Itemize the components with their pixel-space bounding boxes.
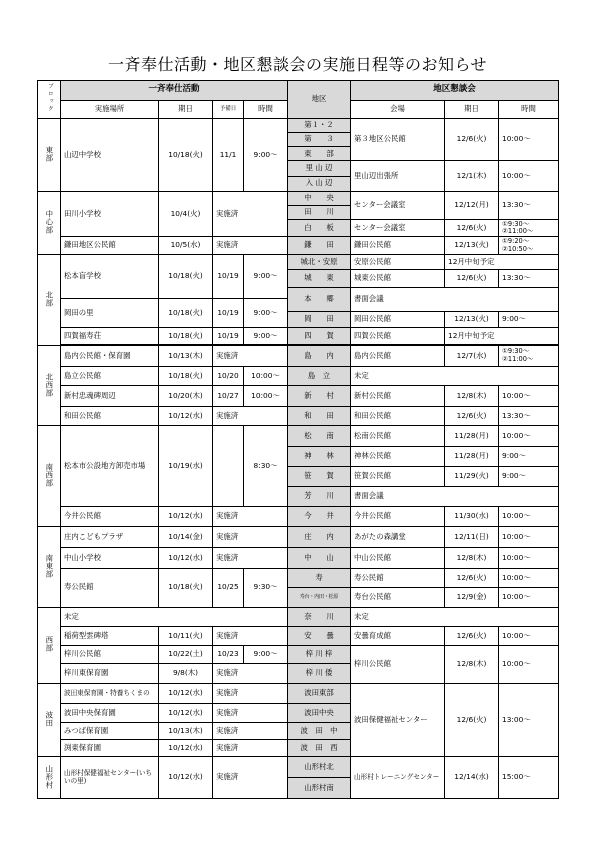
activity-rain-date: 実施済 (213, 527, 288, 548)
district-name: 城 東 (288, 270, 351, 287)
table-row (38, 757, 559, 778)
meeting-header: 地区懇談会 (351, 81, 559, 101)
meeting-date: 12/12(月) (445, 191, 499, 219)
meeting-venue: 第３地区公民館 (351, 118, 445, 160)
meeting-venue: 未定 (351, 366, 559, 386)
meeting-venue: 島内公民館 (351, 346, 445, 367)
activity-place: 島内公民館・保育園 (61, 346, 159, 367)
district-name: 白 板 (288, 219, 351, 237)
meeting-time: 9:00～ (499, 447, 559, 467)
meeting-time: 9:00～ (499, 312, 559, 327)
activity-rain-date: 実施済 (213, 627, 288, 645)
meeting-date: 12/8(木) (445, 547, 499, 568)
meeting-time: 13:30～ (499, 191, 559, 219)
district-name: 山形村南 (288, 778, 351, 799)
activity-rain-date: 10/20 (213, 366, 244, 386)
block-label: 南西部 (38, 426, 61, 527)
activity-date: 10/22(土) (159, 645, 213, 663)
block-label: 山形村 (38, 757, 61, 799)
meeting-venue: 岡田公民館 (351, 312, 445, 327)
activity-date: 10/12(水) (159, 547, 213, 568)
activity-time: 9:00～ (244, 254, 288, 298)
activity-place: 四賀福寿荘 (61, 327, 159, 344)
district-name: 新 村 (288, 386, 351, 407)
meeting-venue: 寿台公民館 (351, 588, 445, 608)
meeting-date: 11/28(月) (445, 426, 499, 447)
meeting-time: 10:00～ (499, 426, 559, 447)
meeting-date: 12/13(火) (445, 312, 499, 327)
activity-place: 鎌田地区公民館 (61, 237, 159, 255)
activity-time: 9:30～ (244, 568, 288, 607)
activity-place: 庄内こどもプラザ (61, 527, 159, 548)
table-row (38, 254, 559, 269)
meeting-time: 10:00～ (499, 118, 559, 160)
activity-date: 10/18(火) (159, 327, 213, 344)
activity-rain-date: 10/23 (213, 645, 244, 663)
activity-place: 未定 (61, 607, 288, 627)
meeting-venue: 山形村トレーニングセンター (351, 757, 445, 799)
meeting-time-header: 時間 (499, 100, 559, 118)
place-header: 実施場所 (61, 100, 159, 118)
activity-place: 波田東保育園・特養ちくまの (61, 683, 159, 704)
activity-rain-date: 実施済 (213, 406, 288, 426)
meeting-date: 12/6(火) (445, 118, 499, 160)
district-name: 波田東部 (288, 683, 351, 704)
activity-rain-date: 11/1 (213, 118, 244, 191)
meeting-venue: 書面会議 (351, 287, 559, 312)
table-row (38, 683, 559, 704)
meeting-date: 12/13(火) (445, 237, 499, 255)
meeting-date: 12月中旬予定 (445, 254, 559, 269)
activity-date: 10/18(火) (159, 568, 213, 607)
meeting-venue: あがたの森講堂 (351, 527, 445, 548)
meeting-venue: 未定 (351, 607, 559, 627)
block-header: ブロック (38, 81, 61, 119)
district-name: 寿 (288, 568, 351, 588)
meeting-date: 11/30(水) (445, 506, 499, 527)
activity-date: 10/13(木) (159, 346, 213, 367)
meeting-venue: 鎌田公民館 (351, 237, 445, 255)
meeting-time: 10:00～ (499, 627, 559, 645)
block-label: 波田 (38, 683, 61, 757)
activity-place: 梓川公民館 (61, 645, 159, 663)
activity-date: 10/11(火) (159, 627, 213, 645)
activity-date: 10/18(火) (159, 299, 213, 327)
activity-date: 10/5(水) (159, 237, 213, 255)
district-name: 城北・安原 (288, 254, 351, 269)
activity-rain-date: 実施済 (213, 722, 288, 739)
district-name: 中 央 (288, 191, 351, 205)
district-name: 島 立 (288, 366, 351, 386)
block-label: 南東部 (38, 527, 61, 607)
district-name: 安 曇 (288, 627, 351, 645)
block-label: 西部 (38, 607, 61, 683)
activity-time: 8:30～ (244, 426, 288, 506)
meeting-venue: 里山辺出張所 (351, 161, 445, 191)
time-header: 時間 (244, 100, 288, 118)
meeting-time: 10:00～ (499, 527, 559, 548)
activity-time: 9:00～ (244, 118, 288, 191)
meeting-time: 10:00～ (499, 386, 559, 407)
date-header: 期日 (159, 100, 213, 118)
meeting-date: 12/14(水) (445, 757, 499, 799)
activity-date: 10/12(水) (159, 757, 213, 799)
meeting-time: 13:30～ (499, 270, 559, 287)
district-name: 今 井 (288, 506, 351, 527)
district-name: 和 田 (288, 406, 351, 426)
activity-rain-date (213, 426, 244, 506)
district-name: 第 ３ (288, 133, 351, 147)
table-row (38, 527, 559, 548)
meeting-venue: 笹賀公民館 (351, 466, 445, 487)
district-name: 入 山 辺 (288, 176, 351, 191)
meeting-venue: 安原公民館 (351, 254, 445, 269)
activity-date: 10/13(木) (159, 722, 213, 739)
activity-place: 稲荷型雲碑塔 (61, 627, 159, 645)
meeting-time: 13:30～ (499, 406, 559, 426)
meeting-venue: 和田公民館 (351, 406, 445, 426)
meeting-time: 10:00～ (499, 161, 559, 191)
meeting-time: 9:00～ (499, 466, 559, 487)
venue-header: 会場 (351, 100, 445, 118)
meeting-venue: 城東公民館 (351, 270, 445, 287)
district-name: 神 林 (288, 447, 351, 467)
meeting-time: 10:00～ (499, 588, 559, 608)
meeting-venue: 寿公民館 (351, 568, 445, 588)
activity-rain-date: 実施済 (213, 740, 288, 757)
meeting-date: 12/7(水) (445, 346, 499, 367)
activity-rain-date: 10/19 (213, 254, 244, 298)
meeting-date: 12/8(木) (445, 386, 499, 407)
district-name: 里 山 辺 (288, 161, 351, 176)
meeting-time: 15:00～ (499, 757, 559, 799)
district-name: 四 賀 (288, 327, 351, 344)
activity-place: 渕東保育園 (61, 740, 159, 757)
meeting-venue: センター会議室 (351, 191, 445, 219)
meeting-date: 12/6(火) (445, 219, 499, 237)
district-name: 寿台・内田・松原 (288, 588, 351, 608)
meeting-time: 10:00～ (499, 506, 559, 527)
meeting-date: 11/29(火) (445, 466, 499, 487)
meeting-date: 12/11(日) (445, 527, 499, 548)
activity-rain-date: 実施済 (213, 664, 288, 684)
activity-date: 10/12(水) (159, 683, 213, 704)
meeting-date: 12/6(火) (445, 568, 499, 588)
table-row (38, 118, 559, 132)
meeting-time: 13:00～ (499, 683, 559, 757)
activity-place: 梓川東保育園 (61, 664, 159, 684)
meeting-date: 12/6(火) (445, 270, 499, 287)
activity-date: 10/18(火) (159, 366, 213, 386)
activity-date: 10/12(水) (159, 704, 213, 722)
activity-rain-date: 実施済 (213, 191, 288, 237)
meeting-venue: センター会議室 (351, 219, 445, 237)
meeting-date: 12/8(木) (445, 645, 499, 683)
activity-date: 10/12(水) (159, 506, 213, 527)
district-name: 庄 内 (288, 527, 351, 548)
meeting-time: 10:00～ (499, 645, 559, 683)
activity-place: みつば保育園 (61, 722, 159, 739)
activity-date: 10/4(火) (159, 191, 213, 237)
district-name: 田 川 (288, 205, 351, 219)
activity-time: 10:00～ (244, 366, 288, 386)
table-row (38, 607, 559, 627)
meeting-date: 12/6(火) (445, 406, 499, 426)
table-row (38, 346, 559, 367)
meeting-venue: 梓川公民館 (351, 645, 445, 683)
block-label: 北西部 (38, 346, 61, 426)
district-name: 笹 賀 (288, 466, 351, 487)
district-name: 第１・２ (288, 118, 351, 132)
meeting-venue: 神林公民館 (351, 447, 445, 467)
meeting-date: 12/9(金) (445, 588, 499, 608)
district-name: 山形村北 (288, 757, 351, 778)
activity-date: 10/12(水) (159, 406, 213, 426)
meeting-time: 10:00～ (499, 568, 559, 588)
activity-rain-date: 10/19 (213, 299, 244, 327)
meeting-date-header: 期日 (445, 100, 499, 118)
meeting-time: ①9:30～ ②11:00～ (499, 346, 559, 367)
activity-date: 10/20(木) (159, 386, 213, 407)
table-row (38, 426, 559, 447)
district-name: 波 田 西 (288, 740, 351, 757)
activity-place: 寿公民館 (61, 568, 159, 607)
rain-date-header: 予備日 (213, 100, 244, 118)
district-name: 波 田 中 (288, 722, 351, 739)
activity-time: 10:00～ (244, 386, 288, 407)
block-label: 中心部 (38, 191, 61, 254)
activity-date: 10/12(水) (159, 740, 213, 757)
meeting-time: ①9:20～ ②10:50～ (499, 237, 559, 255)
activity-rain-date: 実施済 (213, 506, 288, 527)
activity-rain-date: 実施済 (213, 704, 288, 722)
activity-place: 岡田の里 (61, 299, 159, 327)
activity-place: 和田公民館 (61, 406, 159, 426)
district-name: 奈 川 (288, 607, 351, 627)
meeting-venue: 四賀公民館 (351, 327, 445, 344)
schedule-table (37, 80, 559, 799)
activity-date: 10/18(火) (159, 118, 213, 191)
meeting-venue: 書面会議 (351, 487, 559, 507)
activity-time: 9:00～ (244, 327, 288, 344)
meeting-date: 12月中旬予定 (445, 327, 559, 344)
activity-place: 波田中央保育園 (61, 704, 159, 722)
activity-date: 10/14(金) (159, 527, 213, 548)
district-name: 岡 田 (288, 312, 351, 327)
activity-rain-date: 10/25 (213, 568, 244, 607)
district-name: 梓 川 梓 (288, 645, 351, 663)
meeting-time: 10:00～ (499, 547, 559, 568)
activity-header: 一斉奉仕活動 (61, 81, 288, 101)
district-name: 本 郷 (288, 287, 351, 312)
meeting-date: 12/1(木) (445, 161, 499, 191)
district-name: 鎌 田 (288, 237, 351, 255)
meeting-venue: 中山公民館 (351, 547, 445, 568)
activity-place: 今井公民館 (61, 506, 159, 527)
activity-rain-date: 実施済 (213, 346, 288, 367)
activity-place: 松本市公設地方卸売市場 (61, 426, 159, 506)
meeting-venue: 今井公民館 (351, 506, 445, 527)
district-name: 東 部 (288, 147, 351, 161)
district-name: 波田中央 (288, 704, 351, 722)
activity-rain-date: 実施済 (213, 547, 288, 568)
activity-rain-date: 10/27 (213, 386, 244, 407)
district-name: 島 内 (288, 346, 351, 367)
page-title: 一斉奉仕活動・地区懇談会の実施日程等のお知らせ (107, 55, 488, 74)
activity-rain-date: 実施済 (213, 683, 288, 704)
activity-date: 10/19(水) (159, 426, 213, 506)
table-row (38, 191, 559, 205)
activity-time: 9:00～ (244, 645, 288, 663)
meeting-time: ①9:30～ ②11:00～ (499, 219, 559, 237)
meeting-venue: 松南公民館 (351, 426, 445, 447)
meeting-venue: 新村公民館 (351, 386, 445, 407)
meeting-date: 12/6(火) (445, 627, 499, 645)
district-name: 梓 川 倭 (288, 664, 351, 684)
meeting-date: 12/6(火) (445, 683, 499, 757)
activity-place: 山辺中学校 (61, 118, 159, 191)
activity-date: 10/18(火) (159, 254, 213, 298)
activity-place: 松本盲学校 (61, 254, 159, 298)
block-label: 東部 (38, 118, 61, 191)
activity-place: 中山小学校 (61, 547, 159, 568)
district-name: 中 山 (288, 547, 351, 568)
activity-place: 新村忠魂碑周辺 (61, 386, 159, 407)
activity-time: 9:00～ (244, 299, 288, 327)
activity-place: 山形村保健福祉センター(いちいの里) (61, 757, 159, 799)
district-header: 地区 (288, 81, 351, 119)
district-name: 芳 川 (288, 487, 351, 507)
meeting-venue: 波田保健福祉センター (351, 683, 445, 757)
activity-date: 9/8(木) (159, 664, 213, 684)
activity-place: 島立公民館 (61, 366, 159, 386)
meeting-date: 11/28(月) (445, 447, 499, 467)
district-name: 松 南 (288, 426, 351, 447)
activity-rain-date: 実施済 (213, 757, 288, 799)
activity-rain-date: 実施済 (213, 237, 288, 255)
meeting-venue: 安曇育成館 (351, 627, 445, 645)
activity-rain-date: 10/19 (213, 327, 244, 344)
block-label: 北部 (38, 254, 61, 345)
activity-place: 田川小学校 (61, 191, 159, 237)
